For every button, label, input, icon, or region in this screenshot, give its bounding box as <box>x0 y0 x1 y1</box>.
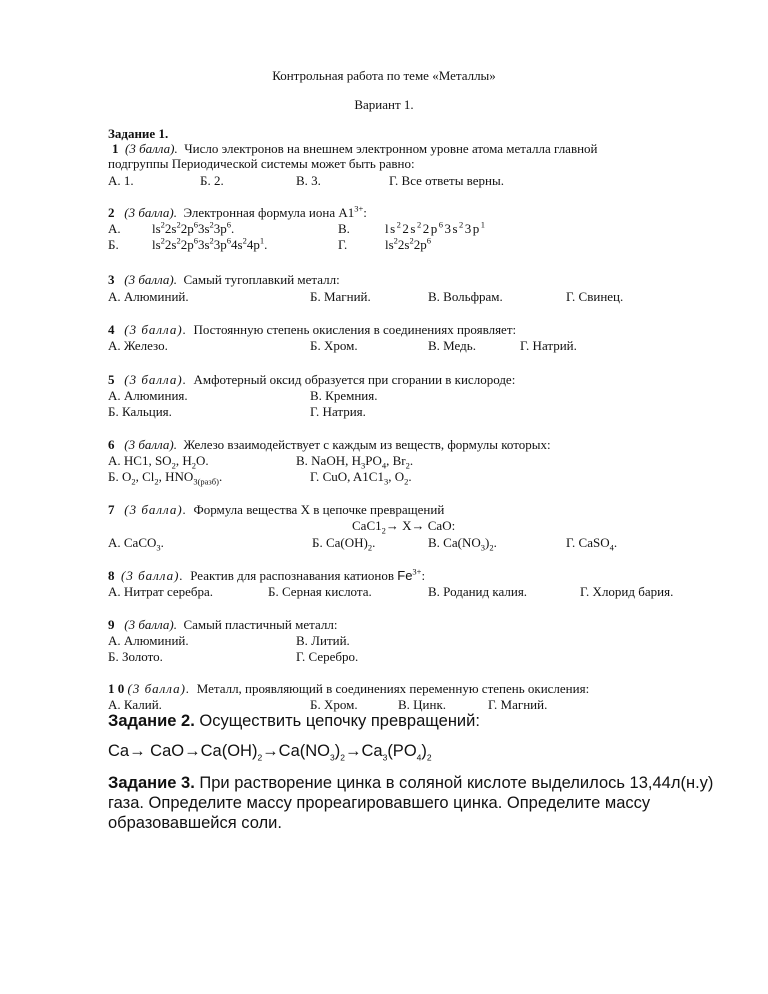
page-title: Контрольная работа по теме «Металлы» <box>272 68 496 83</box>
q4-option-b: Б. Хром. <box>310 338 358 353</box>
q2-option-b-label: Б. <box>108 237 119 252</box>
q3-stem: 3 (3 балла). Самый тугоплавкий металл: <box>108 272 340 287</box>
q5-stem: 5 (3 балла). Амфотерный оксид образуется при сгорании в кислороде: <box>108 372 516 387</box>
q9-option-c: В. Литий. <box>296 633 350 648</box>
q3-option-a: А. Алюминий. <box>108 289 189 304</box>
q9-option-a: А. Алюминий. <box>108 633 189 648</box>
q8-option-b: Б. Серная кислота. <box>268 584 372 599</box>
q10-option-a: А. Калий. <box>108 697 162 712</box>
q1-stem: 1 (3 балла). Число электронов на внешнем электронном уровне атома металла главной <box>112 141 598 156</box>
q2-option-a: $ls^22s^22p^63s^23p^6$. <box>152 219 235 236</box>
q7-option-a: А. CaCO$_3$. <box>108 535 164 553</box>
q10-option-c: В. Цинк. <box>398 697 447 712</box>
q6-option-a: А. HC1, $SO_2$, $H_2O$. <box>108 453 209 471</box>
q5-option-b: Б. Кальция. <box>108 404 172 419</box>
q1-option-a: А. 1. <box>108 173 134 188</box>
q5-option-d: Г. Натрия. <box>310 404 366 419</box>
q2-option-d: $ls^22s^22p^6$ <box>385 235 431 252</box>
q7-option-d: Г. CaSO$_4$. <box>566 535 618 553</box>
task1-heading: Задание 1. <box>108 126 169 141</box>
q1-stem-2: подгруппы Периодической системы может быть равно: <box>108 156 415 171</box>
task3-line-3: образовавшейся соли. <box>108 814 282 832</box>
q4-stem: 4 (3 балла). Постоянную степень окисления в соединениях проявляет: <box>108 322 517 337</box>
q6-stem: 6 (3 балла). Железо взаимодействует с каждым из веществ, формулы которых: <box>108 437 551 452</box>
q6-option-b: Б. $O_2$, $Cl_2$, $HNO_{3(разб)}$. <box>108 469 223 487</box>
q4-option-d: Г. Натрий. <box>520 338 577 353</box>
task3-line-1: Задание 3. При растворение цинка в соляной кислоте выделилось 13,44л(н.у) <box>108 774 714 792</box>
q9-option-d: Г. Серебро. <box>296 649 359 664</box>
q6-option-d: Г. CuO, $A1C1_3$, $O_2$. <box>310 469 412 487</box>
q1-option-c: В. 3. <box>296 173 321 188</box>
q6-option-c: В. NaOH, $H_3PO_4$, $Br_2$. <box>296 453 414 471</box>
q1-option-d: Г. Все ответы верны. <box>389 173 504 188</box>
q7-option-c: В. $Ca(NO_3)_2$. <box>428 535 497 553</box>
q7-chain: $CaC1_2\to X\to$ CaO: <box>352 518 456 536</box>
q10-option-d: Г. Магний. <box>488 697 548 712</box>
q3-option-c: В. Вольфрам. <box>428 289 503 304</box>
q10-option-b: Б. Хром. <box>310 697 358 712</box>
q3-option-d: Г. Свинец. <box>566 289 624 304</box>
q9-stem: 9 (3 балла). Самый пластичный металл: <box>108 617 338 632</box>
task2-chain: $Ca\to CaO\to Ca(OH)_2\to Ca(NO_3)_2\to Ca_3(PO_4)_2$ <box>108 742 432 763</box>
q8-option-d: Г. Хлорид бария. <box>580 584 674 599</box>
q3-option-b: Б. Магний. <box>310 289 371 304</box>
q8-option-c: В. Роданид калия. <box>428 584 528 599</box>
q2-option-d-label: Г. <box>338 237 348 252</box>
q1-option-b: Б. 2. <box>200 173 224 188</box>
q5-option-a: А. Алюминия. <box>108 388 188 403</box>
q2-option-c: $ls^22s^22p^63s^23p^1$ <box>385 219 487 236</box>
q5-option-c: В. Кремния. <box>310 388 378 403</box>
task3-line-2: газа. Определите массу прореагировавшего цинка. Определите массу <box>108 794 651 812</box>
q2-option-a-label: А. <box>108 221 121 236</box>
q7-stem: 7 (3 балла). Формула вещества Х в цепочке превращений <box>108 502 445 517</box>
q10-stem: 1 0 (3 балла). Металл, проявляющий в соединениях переменную степень окисления: <box>108 681 590 696</box>
q2-option-b: $ls^22s^22p^63s^23p^64s^24p^1$. <box>152 235 268 252</box>
q9-option-b: Б. Золото. <box>108 649 163 664</box>
q4-option-a: А. Железо. <box>108 338 168 353</box>
q2-option-c-label: В. <box>338 221 350 236</box>
q8-option-a: А. Нитрат серебра. <box>108 584 214 599</box>
q7-option-b: Б. $Ca(OH)_2$. <box>312 535 376 553</box>
task2-heading: Задание 2. Осуществить цепочку превращений: <box>108 712 480 730</box>
q8-stem: 8 (3 балла). Реактив для распознавания катионов $Fe^{3+}$: <box>108 566 426 583</box>
variant-label: Вариант 1. <box>354 97 414 112</box>
q4-option-c: В. Медь. <box>428 338 476 353</box>
q2-stem: 2 (3 балла). Электронная формула иона $A1^{3+}$: <box>108 203 367 220</box>
